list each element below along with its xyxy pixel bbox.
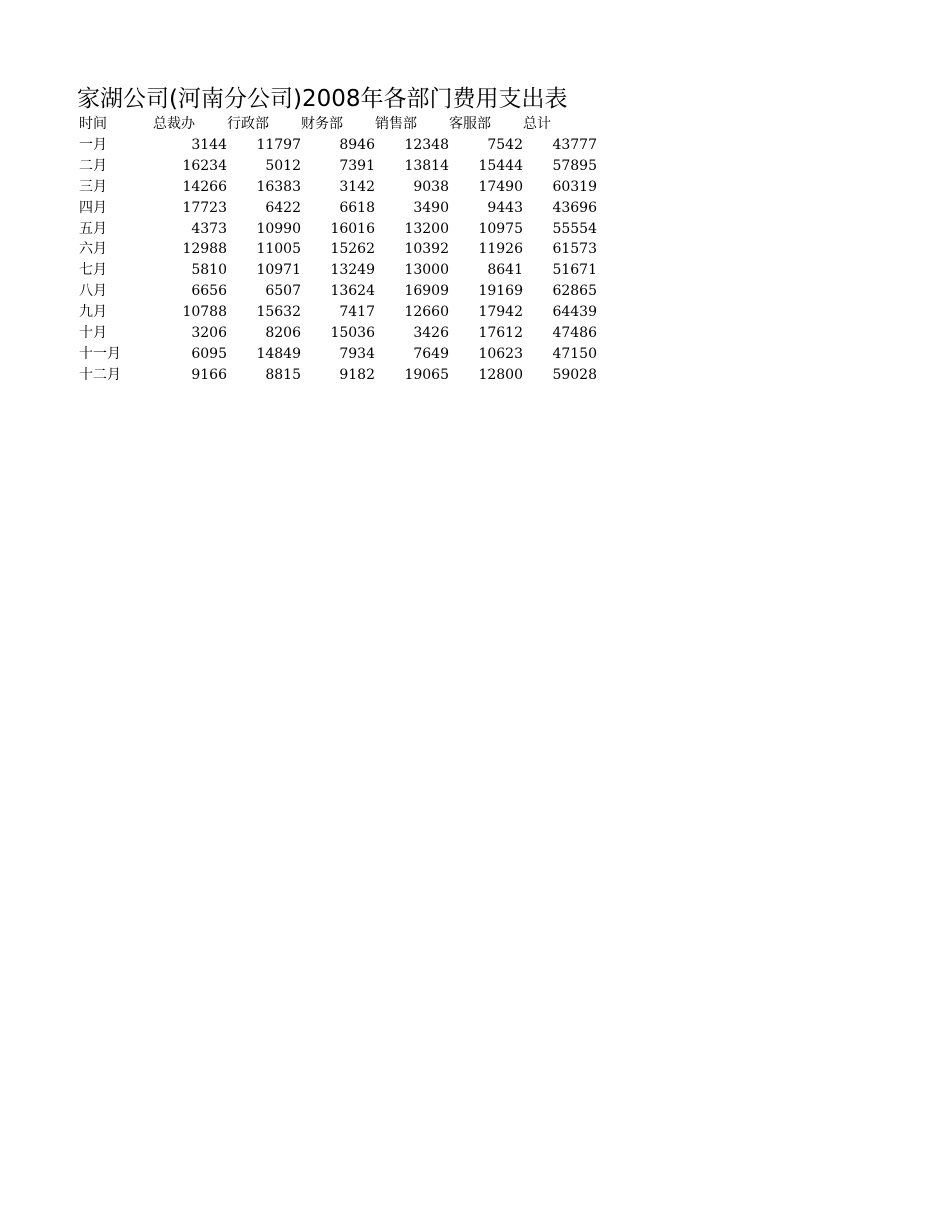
value-cell-total: 59028 bbox=[552, 366, 597, 383]
value-cell-total: 43696 bbox=[552, 199, 597, 216]
table-row bbox=[79, 239, 597, 260]
value-cell-finance: 13624 bbox=[330, 283, 375, 300]
value-cell-president-office: 9166 bbox=[191, 366, 227, 383]
value-cell-sales: 7649 bbox=[413, 345, 449, 362]
value-cell-finance: 8946 bbox=[339, 136, 375, 153]
value-cell-customer-service: 10623 bbox=[478, 345, 523, 362]
value-cell-president-office: 10788 bbox=[182, 304, 227, 321]
value-cell-customer-service: 15444 bbox=[478, 157, 523, 174]
column-header-sales: 销售部 bbox=[375, 116, 417, 132]
value-cell-president-office: 3206 bbox=[191, 325, 227, 342]
value-cell-customer-service: 7542 bbox=[487, 136, 523, 153]
value-cell-customer-service: 8641 bbox=[487, 262, 523, 279]
value-cell-finance: 7934 bbox=[339, 345, 375, 362]
value-cell-total: 55554 bbox=[552, 220, 597, 237]
value-cell-sales: 3490 bbox=[413, 199, 449, 216]
value-cell-finance: 16016 bbox=[330, 220, 375, 237]
value-cell-sales: 3426 bbox=[413, 325, 449, 342]
table-row bbox=[79, 323, 597, 344]
header-row bbox=[79, 114, 597, 135]
value-cell-admin: 6422 bbox=[265, 199, 301, 216]
table-row bbox=[79, 260, 597, 281]
value-cell-total: 60319 bbox=[552, 178, 597, 195]
value-cell-total: 64439 bbox=[552, 304, 597, 321]
value-cell-finance: 15036 bbox=[330, 325, 375, 342]
value-cell-sales: 13814 bbox=[404, 157, 449, 174]
value-cell-president-office: 6095 bbox=[191, 345, 227, 362]
expense-table bbox=[79, 114, 597, 386]
value-cell-total: 57895 bbox=[552, 157, 597, 174]
month-cell: 二月 bbox=[79, 157, 107, 174]
value-cell-customer-service: 19169 bbox=[478, 283, 523, 300]
table-row bbox=[79, 135, 597, 156]
value-cell-customer-service: 17490 bbox=[478, 178, 523, 195]
value-cell-admin: 5012 bbox=[265, 157, 301, 174]
table-row bbox=[79, 177, 597, 198]
value-cell-admin: 15632 bbox=[256, 304, 301, 321]
month-cell: 九月 bbox=[79, 304, 107, 321]
month-cell: 八月 bbox=[79, 283, 107, 300]
value-cell-finance: 9182 bbox=[339, 366, 375, 383]
value-cell-total: 47150 bbox=[552, 345, 597, 362]
value-cell-customer-service: 9443 bbox=[487, 199, 523, 216]
page-title: 家湖公司(河南分公司)2008年各部门费用支出表 bbox=[77, 86, 568, 112]
table-row bbox=[79, 281, 597, 302]
value-cell-president-office: 17723 bbox=[182, 199, 227, 216]
month-cell: 七月 bbox=[79, 262, 107, 279]
value-cell-admin: 10990 bbox=[256, 220, 301, 237]
value-cell-sales: 19065 bbox=[404, 366, 449, 383]
value-cell-finance: 15262 bbox=[330, 241, 375, 258]
value-cell-sales: 16909 bbox=[404, 283, 449, 300]
table-row bbox=[79, 198, 597, 219]
value-cell-customer-service: 17942 bbox=[478, 304, 523, 321]
value-cell-finance: 3142 bbox=[339, 178, 375, 195]
month-cell: 十月 bbox=[79, 325, 107, 342]
table-row bbox=[79, 365, 597, 386]
column-header-total: 总计 bbox=[523, 116, 551, 132]
column-header-finance: 财务部 bbox=[301, 116, 343, 132]
value-cell-admin: 16383 bbox=[256, 178, 301, 195]
value-cell-customer-service: 17612 bbox=[478, 325, 523, 342]
table-row bbox=[79, 156, 597, 177]
value-cell-admin: 14849 bbox=[256, 345, 301, 362]
month-cell: 一月 bbox=[79, 136, 107, 153]
value-cell-president-office: 12988 bbox=[182, 241, 227, 258]
table-row bbox=[79, 344, 597, 365]
column-header-admin: 行政部 bbox=[227, 116, 269, 132]
month-cell: 十二月 bbox=[79, 366, 121, 383]
value-cell-finance: 13249 bbox=[330, 262, 375, 279]
table-body bbox=[79, 135, 597, 386]
value-cell-customer-service: 10975 bbox=[478, 220, 523, 237]
month-cell: 六月 bbox=[79, 241, 107, 258]
value-cell-president-office: 4373 bbox=[191, 220, 227, 237]
table-row bbox=[79, 302, 597, 323]
value-cell-customer-service: 11926 bbox=[478, 241, 523, 258]
value-cell-admin: 6507 bbox=[265, 283, 301, 300]
spreadsheet-page bbox=[77, 84, 597, 386]
value-cell-president-office: 16234 bbox=[182, 157, 227, 174]
value-cell-sales: 12660 bbox=[404, 304, 449, 321]
value-cell-customer-service: 12800 bbox=[478, 366, 523, 383]
value-cell-admin: 8815 bbox=[265, 366, 301, 383]
value-cell-admin: 11797 bbox=[256, 136, 301, 153]
month-cell: 三月 bbox=[79, 178, 107, 195]
value-cell-total: 62865 bbox=[552, 283, 597, 300]
table-row bbox=[79, 219, 597, 240]
value-cell-president-office: 3144 bbox=[191, 136, 227, 153]
column-header-president-office: 总裁办 bbox=[153, 116, 195, 132]
value-cell-admin: 10971 bbox=[256, 262, 301, 279]
month-cell: 四月 bbox=[79, 199, 107, 216]
value-cell-sales: 10392 bbox=[404, 241, 449, 258]
value-cell-president-office: 14266 bbox=[182, 178, 227, 195]
value-cell-president-office: 6656 bbox=[191, 283, 227, 300]
value-cell-finance: 7391 bbox=[339, 157, 375, 174]
month-cell: 五月 bbox=[79, 220, 107, 237]
value-cell-sales: 12348 bbox=[404, 136, 449, 153]
value-cell-sales: 13000 bbox=[404, 262, 449, 279]
column-header-time: 时间 bbox=[79, 116, 107, 132]
value-cell-admin: 8206 bbox=[265, 325, 301, 342]
value-cell-total: 51671 bbox=[552, 262, 597, 279]
value-cell-sales: 9038 bbox=[413, 178, 449, 195]
value-cell-total: 47486 bbox=[552, 325, 597, 342]
value-cell-finance: 6618 bbox=[339, 199, 375, 216]
column-header-customer-service: 客服部 bbox=[449, 116, 491, 132]
value-cell-finance: 7417 bbox=[339, 304, 375, 321]
value-cell-sales: 13200 bbox=[404, 220, 449, 237]
value-cell-total: 61573 bbox=[552, 241, 597, 258]
month-cell: 十一月 bbox=[79, 345, 121, 362]
value-cell-president-office: 5810 bbox=[191, 262, 227, 279]
value-cell-total: 43777 bbox=[552, 136, 597, 153]
value-cell-admin: 11005 bbox=[256, 241, 301, 258]
